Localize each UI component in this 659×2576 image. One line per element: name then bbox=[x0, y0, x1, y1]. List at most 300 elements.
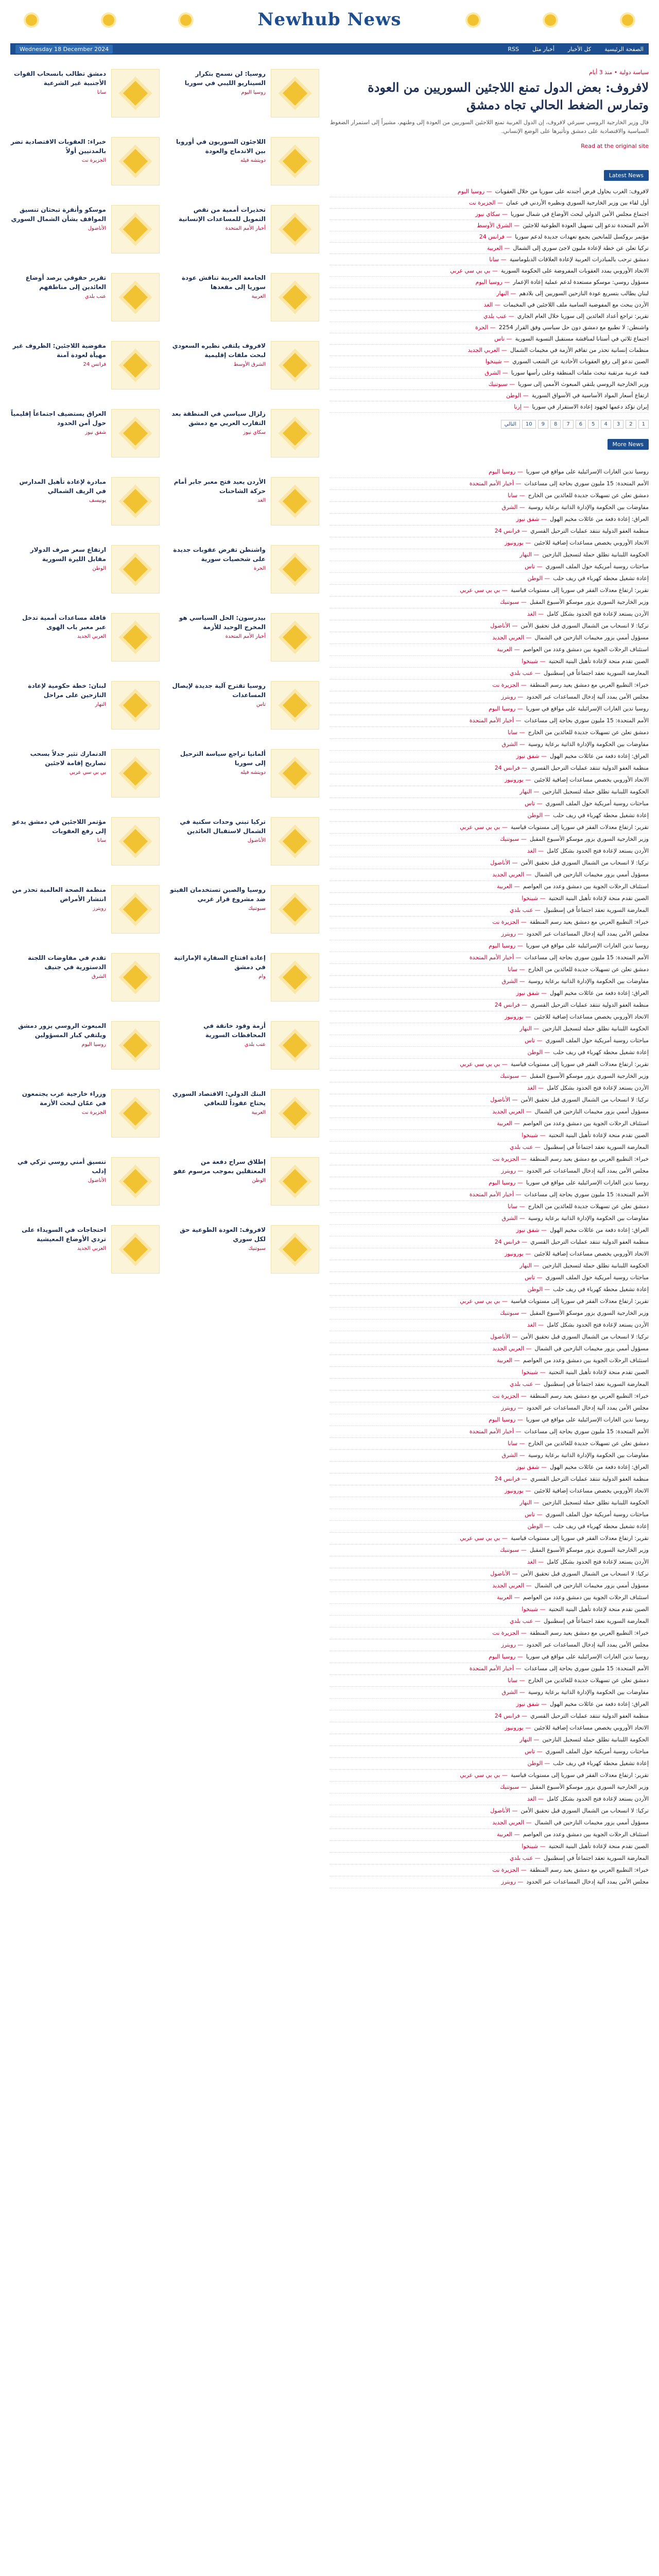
more-news-source[interactable]: — شفق نيوز bbox=[516, 990, 547, 996]
more-news-title[interactable]: دمشق تعلن عن تسهيلات جديدة للعائدين من الخارج bbox=[528, 729, 649, 736]
headline-title[interactable]: قمة عربية مرتقبة تبحث ملفات المنطقة وعلى رأسها سوريا bbox=[511, 369, 649, 376]
page-link[interactable]: التالي bbox=[501, 420, 520, 429]
more-news-title[interactable]: مفاوضات بين الحكومة والإدارة الذاتية برعاية روسية bbox=[528, 1452, 649, 1459]
more-news-title[interactable]: الصين تقدم منحة لإعادة تأهيل البنية التحتية bbox=[548, 658, 649, 665]
news-card[interactable] bbox=[170, 341, 319, 396]
headline-title[interactable]: تركيا تعلن عن خطة لإعادة مليون لاجئ سوري إلى الشمال bbox=[513, 245, 649, 251]
more-news-title[interactable]: مباحثات روسية أمريكية حول الملف السوري bbox=[545, 1748, 649, 1755]
more-news-title[interactable]: خبراء: التطبيع العربي مع دمشق يعيد رسم المنطقة bbox=[529, 1156, 649, 1162]
more-news-item[interactable] bbox=[330, 1782, 649, 1793]
more-news-source[interactable]: — الوطن bbox=[527, 1523, 550, 1530]
news-card-title[interactable]: منظمة الصحة العالمية تحذر من انتشار الأمراض bbox=[12, 886, 106, 903]
more-news-source[interactable]: — رويترز bbox=[501, 693, 524, 700]
more-news-source[interactable]: — الشرق bbox=[501, 1689, 525, 1696]
more-news-source[interactable]: — فرانس 24 bbox=[494, 765, 528, 771]
more-news-item[interactable] bbox=[330, 1047, 649, 1059]
news-card-title[interactable]: لبنان: خطة حكومية لإعادة النازحين على مراحل bbox=[28, 682, 106, 699]
news-card[interactable] bbox=[170, 69, 319, 124]
headline-source[interactable]: — روسيا اليوم bbox=[457, 188, 492, 195]
more-news-item[interactable] bbox=[330, 1391, 649, 1402]
more-news-source[interactable]: — يورونيوز bbox=[505, 1724, 531, 1731]
more-news-item[interactable] bbox=[330, 656, 649, 668]
more-news-item[interactable] bbox=[330, 1853, 649, 1865]
news-card-source[interactable]: فرانس 24 bbox=[83, 362, 106, 367]
news-card-title[interactable]: ارتفاع سعر صرف الدولار مقابل الليرة السورية bbox=[30, 546, 106, 563]
more-news-title[interactable]: العراق: إعادة دفعة من عائلات مخيم الهول bbox=[549, 516, 649, 522]
more-news-source[interactable]: — روسيا اليوم bbox=[489, 1179, 523, 1186]
news-card-source[interactable]: الجزيرة نت bbox=[81, 158, 106, 163]
news-card-title[interactable]: لافروف: العودة الطوعية حق لكل سوري bbox=[180, 1226, 266, 1243]
more-news-title[interactable]: منظمة العفو الدولية تنتقد عمليات الترحيل القسري bbox=[530, 1239, 649, 1245]
page-link[interactable]: 6 bbox=[576, 420, 586, 429]
more-news-source[interactable]: — العربية bbox=[497, 883, 520, 890]
more-news-source[interactable]: — روسيا اليوم bbox=[489, 468, 523, 475]
more-news-source[interactable]: — يورونيوز bbox=[505, 1487, 531, 1494]
more-news-item[interactable] bbox=[330, 1035, 649, 1047]
news-card[interactable] bbox=[170, 953, 319, 1008]
news-card-title[interactable]: البنك الدولي: الاقتصاد السوري يحتاج عقوداً للتعافي bbox=[172, 1090, 266, 1107]
news-card-source[interactable]: الشرق bbox=[91, 974, 106, 979]
more-news-source[interactable]: — الغد bbox=[527, 1795, 544, 1802]
more-news-title[interactable]: تركيا: لا انسحاب من الشمال السوري قبل تحقيق الأمن bbox=[521, 1570, 649, 1577]
more-news-item[interactable] bbox=[330, 869, 649, 881]
more-news-item[interactable] bbox=[330, 490, 649, 502]
more-news-source[interactable]: — سانا bbox=[508, 1677, 525, 1684]
more-news-source[interactable]: — الوطن bbox=[527, 1760, 550, 1767]
more-news-source[interactable]: — الغد bbox=[527, 848, 544, 854]
news-card-title[interactable]: تنسيق أمني روسي تركي في إدلب bbox=[17, 1158, 106, 1175]
more-news-item[interactable] bbox=[330, 1130, 649, 1142]
more-news-source[interactable]: — العربي الجديد bbox=[492, 1345, 532, 1352]
more-news-title[interactable]: الأردن يستعد لإعادة فتح الحدود بشكل كامل bbox=[547, 848, 649, 854]
more-news-source[interactable]: — الشرق bbox=[501, 1215, 525, 1222]
headline-item[interactable] bbox=[330, 299, 649, 311]
headline-source[interactable]: — بي بي سي عربي bbox=[450, 267, 498, 274]
more-news-item[interactable] bbox=[330, 798, 649, 810]
news-card-source[interactable]: الوطن bbox=[92, 566, 106, 571]
headline-item[interactable] bbox=[330, 277, 649, 288]
news-card[interactable] bbox=[10, 477, 160, 532]
news-card-source[interactable]: النهار bbox=[95, 702, 106, 707]
news-card-source[interactable]: الحرة bbox=[253, 566, 266, 571]
news-card-source[interactable]: أخبار الأمم المتحدة bbox=[225, 226, 266, 231]
headline-item[interactable] bbox=[330, 231, 649, 243]
news-card[interactable] bbox=[170, 477, 319, 532]
news-card-title[interactable]: الأردن يعيد فتح معبر جابر أمام حركة الشاحنات bbox=[174, 478, 266, 495]
more-news-source[interactable]: — الأناضول bbox=[490, 1807, 518, 1814]
news-card-title[interactable]: موسكو وأنقرة تبحثان تنسيق المواقف بشأن الشمال السوري bbox=[11, 206, 106, 223]
more-news-source[interactable]: — الشرق bbox=[501, 1452, 525, 1459]
more-news-item[interactable] bbox=[330, 1059, 649, 1071]
news-card-title[interactable]: العراق يستضيف اجتماعاً إقليمياً حول أمن الحدود bbox=[11, 410, 106, 427]
more-news-source[interactable]: — الشرق bbox=[501, 504, 525, 511]
more-news-source[interactable]: — العربي الجديد bbox=[492, 1108, 532, 1115]
news-card-source[interactable]: العربي الجديد bbox=[77, 1246, 106, 1251]
headline-title[interactable]: ارتفاع أسعار المواد الأساسية في الأسواق السورية bbox=[531, 392, 649, 399]
more-news-source[interactable]: — الغد bbox=[527, 1558, 544, 1565]
news-card-source[interactable]: العربي الجديد bbox=[77, 634, 106, 639]
more-news-title[interactable]: روسيا تدين الغارات الإسرائيلية على مواقع في سوريا bbox=[526, 1416, 649, 1423]
more-news-title[interactable]: مسؤول أممي يزور مخيمات النازحين في الشمال bbox=[534, 634, 649, 641]
more-news-source[interactable]: — سانا bbox=[508, 1203, 525, 1210]
more-news-title[interactable]: الصين تقدم منحة لإعادة تأهيل البنية التحتية bbox=[548, 895, 649, 902]
more-news-item[interactable] bbox=[330, 561, 649, 573]
news-thumbnail[interactable] bbox=[271, 953, 319, 1002]
more-news-title[interactable]: روسيا تدين الغارات الإسرائيلية على مواقع في سوريا bbox=[526, 1653, 649, 1660]
more-news-item[interactable] bbox=[330, 1545, 649, 1556]
news-card[interactable] bbox=[170, 613, 319, 668]
headline-item[interactable] bbox=[330, 254, 649, 265]
headline-item[interactable] bbox=[330, 345, 649, 356]
more-news-title[interactable]: الاتحاد الأوروبي يخصص مساعدات إضافية للاجئين bbox=[534, 1724, 649, 1731]
more-news-item[interactable] bbox=[330, 1248, 649, 1260]
more-news-title[interactable]: وزير الخارجية السوري يزور موسكو الأسبوع المقبل bbox=[529, 1547, 649, 1553]
more-news-source[interactable]: — شينخوا bbox=[522, 1132, 546, 1139]
news-card-title[interactable]: خبراء: العقوبات الاقتصادية تضر بالمدنيين أولاً bbox=[10, 138, 106, 155]
news-card[interactable] bbox=[170, 1089, 319, 1144]
headline-item[interactable] bbox=[330, 379, 649, 390]
more-news-item[interactable] bbox=[330, 905, 649, 917]
more-news-item[interactable] bbox=[330, 1402, 649, 1414]
news-card-source[interactable]: سانا bbox=[97, 90, 106, 95]
news-card-title[interactable]: تركيا تبني وحدات سكنية في الشمال لاستقبال العائدين bbox=[180, 818, 266, 835]
more-news-title[interactable]: خبراء: التطبيع العربي مع دمشق يعيد رسم المنطقة bbox=[529, 1393, 649, 1399]
more-news-item[interactable] bbox=[330, 502, 649, 514]
news-card[interactable] bbox=[10, 205, 160, 260]
news-card-source[interactable]: الأناضول bbox=[88, 1178, 106, 1183]
news-card[interactable] bbox=[10, 273, 160, 328]
more-news-source[interactable]: — النهار bbox=[519, 788, 540, 795]
headline-item[interactable] bbox=[330, 209, 649, 220]
news-thumbnail[interactable] bbox=[111, 1157, 160, 1206]
headline-title[interactable]: اجتماع ثلاثي في أستانا لمناقشة مستقبل التسوية السورية bbox=[515, 335, 649, 342]
more-news-source[interactable]: — الجزيرة نت bbox=[492, 682, 527, 688]
more-news-item[interactable] bbox=[330, 478, 649, 490]
more-news-item[interactable] bbox=[330, 976, 649, 988]
more-news-title[interactable]: خبراء: التطبيع العربي مع دمشق يعيد رسم المنطقة bbox=[529, 1630, 649, 1636]
more-news-source[interactable]: — النهار bbox=[519, 551, 540, 558]
more-news-source[interactable]: — الغد bbox=[527, 1084, 544, 1091]
news-thumbnail[interactable] bbox=[271, 1021, 319, 1070]
headline-source[interactable]: — الشرق bbox=[484, 369, 508, 376]
more-news-item[interactable] bbox=[330, 1355, 649, 1367]
more-news-source[interactable]: — العربية bbox=[497, 646, 520, 653]
headline-title[interactable]: الاتحاد الأوروبي يمدد العقوبات المفروضة على الحكومة السورية bbox=[500, 267, 649, 274]
more-news-source[interactable]: — أخبار الأمم المتحدة bbox=[469, 954, 522, 961]
more-news-source[interactable]: — يورونيوز bbox=[505, 539, 531, 546]
news-card-title[interactable]: أزمة وقود خانقة في المحافظات السورية bbox=[203, 1022, 266, 1039]
more-news-item[interactable] bbox=[330, 526, 649, 537]
more-news-title[interactable]: روسيا تدين الغارات الإسرائيلية على مواقع في سوريا bbox=[526, 1179, 649, 1186]
news-card-title[interactable]: الدنمارك تثير جدلاً بسحب تصاريح إقامة لاجئين bbox=[30, 750, 106, 767]
news-thumbnail[interactable] bbox=[271, 69, 319, 117]
news-card[interactable] bbox=[10, 885, 160, 940]
more-news-source[interactable]: — العربي الجديد bbox=[492, 1582, 532, 1589]
news-thumbnail[interactable] bbox=[111, 409, 160, 457]
more-news-source[interactable]: — سبوتنيك bbox=[500, 836, 527, 842]
news-card[interactable] bbox=[10, 1021, 160, 1076]
more-news-item[interactable] bbox=[330, 940, 649, 952]
more-news-title[interactable]: تقرير: ارتفاع معدلات الفقر في سوريا إلى مستويات قياسية bbox=[510, 1298, 649, 1304]
more-news-item[interactable] bbox=[330, 1165, 649, 1177]
more-news-item[interactable] bbox=[330, 1675, 649, 1687]
headline-title[interactable]: اجتماع مجلس الأمن الدولي لبحث الأوضاع في شمال سوريا bbox=[510, 211, 649, 217]
news-card-title[interactable]: مؤتمر اللاجئين في دمشق يدعو إلى رفع العقوبات bbox=[12, 818, 106, 835]
news-card[interactable] bbox=[170, 545, 319, 600]
more-news-item[interactable] bbox=[330, 1094, 649, 1106]
more-news-item[interactable] bbox=[330, 1296, 649, 1308]
news-thumbnail[interactable] bbox=[271, 885, 319, 934]
headline-source[interactable]: — روسيا اليوم bbox=[475, 279, 510, 285]
news-card-title[interactable]: دمشق تطالب بانسحاب القوات الأجنبية غير الشرعية bbox=[14, 70, 106, 87]
site-logo[interactable]: Newhub News bbox=[257, 9, 402, 30]
more-news-item[interactable] bbox=[330, 1225, 649, 1236]
breadcrumb[interactable]: سياسة دولية • منذ 3 أيام bbox=[588, 69, 649, 76]
more-news-source[interactable]: — تاس bbox=[525, 1748, 543, 1755]
headline-item[interactable] bbox=[330, 367, 649, 379]
more-news-source[interactable]: — فرانس 24 bbox=[494, 528, 528, 534]
more-news-title[interactable]: خبراء: التطبيع العربي مع دمشق يعيد رسم المنطقة bbox=[529, 1867, 649, 1873]
news-thumbnail[interactable] bbox=[111, 681, 160, 730]
more-news-item[interactable] bbox=[330, 1189, 649, 1201]
more-news-title[interactable]: إعادة تشغيل محطة كهرباء في ريف حلب bbox=[553, 1760, 649, 1767]
headline-item[interactable] bbox=[330, 220, 649, 231]
more-news-source[interactable]: — سبوتنيك bbox=[500, 599, 527, 605]
more-news-title[interactable]: استئناف الرحلات الجوية بين دمشق وعدد من العواصم bbox=[523, 646, 649, 653]
more-news-item[interactable] bbox=[330, 573, 649, 585]
news-card[interactable] bbox=[170, 885, 319, 940]
headline-title[interactable]: وزير الخارجية الروسي يلتقي المبعوث الأممي إلى سوريا bbox=[518, 381, 649, 387]
more-news-item[interactable] bbox=[330, 514, 649, 526]
more-news-source[interactable]: — العربي الجديد bbox=[492, 634, 532, 641]
news-thumbnail[interactable] bbox=[271, 477, 319, 526]
headline-source[interactable]: — الجزيرة نت bbox=[469, 199, 504, 206]
more-news-source[interactable]: — الوطن bbox=[527, 1286, 550, 1293]
nav-item-all-news[interactable]: كل الأخبار bbox=[567, 45, 592, 53]
more-news-item[interactable] bbox=[330, 1118, 649, 1130]
more-news-item[interactable] bbox=[330, 466, 649, 478]
more-news-item[interactable] bbox=[330, 1236, 649, 1248]
more-news-title[interactable]: تركيا: لا انسحاب من الشمال السوري قبل تحقيق الأمن bbox=[521, 622, 649, 629]
more-news-item[interactable] bbox=[330, 1343, 649, 1355]
more-news-source[interactable]: — الغد bbox=[527, 611, 544, 617]
news-thumbnail[interactable] bbox=[271, 137, 319, 185]
news-card-title[interactable]: تحذيرات أممية من نقص التمويل للمساعدات الإنسانية bbox=[178, 206, 266, 223]
page-link[interactable]: 5 bbox=[588, 420, 598, 429]
more-news-item[interactable] bbox=[330, 1746, 649, 1758]
news-card-source[interactable]: شفق نيوز bbox=[85, 430, 106, 435]
more-news-source[interactable]: — بي بي سي عربي bbox=[460, 587, 508, 594]
more-news-item[interactable] bbox=[330, 1438, 649, 1450]
news-thumbnail[interactable] bbox=[111, 205, 160, 253]
more-news-source[interactable]: — تاس bbox=[525, 1511, 543, 1518]
more-news-item[interactable] bbox=[330, 964, 649, 976]
headline-title[interactable]: واشنطن: لا تطبيع مع دمشق دون حل سياسي وفق القرار 2254 bbox=[498, 324, 649, 331]
more-news-item[interactable] bbox=[330, 881, 649, 893]
more-news-title[interactable]: مسؤول أممي يزور مخيمات النازحين في الشمال bbox=[534, 1819, 649, 1826]
more-news-item[interactable] bbox=[330, 1485, 649, 1497]
more-news-title[interactable]: منظمة العفو الدولية تنتقد عمليات الترحيل القسري bbox=[530, 1002, 649, 1008]
more-news-item[interactable] bbox=[330, 727, 649, 739]
more-news-title[interactable]: تركيا: لا انسحاب من الشمال السوري قبل تحقيق الأمن bbox=[521, 859, 649, 866]
more-news-item[interactable] bbox=[330, 1604, 649, 1616]
more-news-item[interactable] bbox=[330, 1568, 649, 1580]
more-news-source[interactable]: — سانا bbox=[508, 492, 525, 499]
more-news-source[interactable]: — سبوتنيك bbox=[500, 1310, 527, 1316]
news-card-title[interactable]: روسيا والصين تستخدمان الفيتو ضد مشروع قرار غربي bbox=[170, 886, 266, 903]
more-news-source[interactable]: — يورونيوز bbox=[505, 776, 531, 783]
more-news-source[interactable]: — روسيا اليوم bbox=[489, 942, 523, 949]
more-news-source[interactable]: — العربية bbox=[497, 1357, 520, 1364]
headline-source[interactable]: — سبوتنيك bbox=[488, 381, 515, 387]
more-news-source[interactable]: — سبوتنيك bbox=[500, 1547, 527, 1553]
more-news-title[interactable]: استئناف الرحلات الجوية بين دمشق وعدد من العواصم bbox=[523, 1831, 649, 1838]
news-thumbnail[interactable] bbox=[271, 545, 319, 594]
more-news-title[interactable]: مجلس الأمن يمدد آلية إدخال المساعدات عبر الحدود bbox=[526, 1167, 649, 1174]
more-news-source[interactable]: — عنب بلدي bbox=[510, 1618, 541, 1624]
more-news-source[interactable]: — روسيا اليوم bbox=[489, 705, 523, 712]
more-news-title[interactable]: الأمم المتحدة: 15 مليون سوري بحاجة إلى مساعدات bbox=[524, 954, 649, 961]
headline-title[interactable]: مسؤول روسي: موسكو مستعدة لدعم عملية إعادة الإعمار bbox=[513, 279, 649, 285]
more-news-item[interactable] bbox=[330, 1699, 649, 1710]
more-news-item[interactable] bbox=[330, 928, 649, 940]
more-news-title[interactable]: المعارضة السورية تعقد اجتماعاً في إسطنبول bbox=[543, 1618, 649, 1624]
news-thumbnail[interactable] bbox=[111, 613, 160, 662]
news-thumbnail[interactable] bbox=[111, 273, 160, 321]
more-news-title[interactable]: الحكومة اللبنانية تطلق حملة لتسجيل النازحين bbox=[542, 551, 649, 558]
news-card[interactable] bbox=[10, 1089, 160, 1144]
news-card-source[interactable]: دويتشه فيله bbox=[240, 158, 266, 163]
news-card[interactable] bbox=[10, 613, 160, 668]
more-news-source[interactable]: — روسيا اليوم bbox=[489, 1653, 523, 1660]
headline-source[interactable]: — فرانس 24 bbox=[479, 233, 512, 240]
more-news-title[interactable]: مجلس الأمن يمدد آلية إدخال المساعدات عبر الحدود bbox=[526, 1878, 649, 1885]
news-card-title[interactable]: إعادة افتتاح السفارة الإماراتية في دمشق bbox=[174, 954, 266, 971]
headline-source[interactable]: — العربية bbox=[487, 245, 510, 251]
more-news-title[interactable]: المعارضة السورية تعقد اجتماعاً في إسطنبول bbox=[543, 1144, 649, 1150]
news-card[interactable] bbox=[10, 953, 160, 1008]
more-news-source[interactable]: — شينخوا bbox=[522, 658, 546, 665]
news-card[interactable] bbox=[170, 817, 319, 872]
more-news-title[interactable]: دمشق تعلن عن تسهيلات جديدة للعائدين من الخارج bbox=[528, 966, 649, 973]
more-news-source[interactable]: — بي بي سي عربي bbox=[460, 1061, 508, 1067]
more-news-item[interactable] bbox=[330, 1011, 649, 1023]
news-card-source[interactable]: العربية bbox=[251, 294, 266, 299]
more-news-title[interactable]: مجلس الأمن يمدد آلية إدخال المساعدات عبر الحدود bbox=[526, 1641, 649, 1648]
more-news-source[interactable]: — بي بي سي عربي bbox=[460, 1535, 508, 1541]
news-card-source[interactable]: سبوتنيك bbox=[248, 906, 266, 911]
more-news-source[interactable]: — عنب بلدي bbox=[510, 1381, 541, 1387]
more-news-title[interactable]: الأردن يستعد لإعادة فتح الحدود بشكل كامل bbox=[547, 1795, 649, 1802]
headline-item[interactable] bbox=[330, 390, 649, 401]
more-news-source[interactable]: — الأناضول bbox=[490, 1333, 518, 1340]
more-news-title[interactable]: الصين تقدم منحة لإعادة تأهيل البنية التحتية bbox=[548, 1606, 649, 1613]
more-news-item[interactable] bbox=[330, 585, 649, 597]
news-card-source[interactable]: العربية bbox=[251, 1110, 266, 1115]
news-card-source[interactable]: دويتشه فيله bbox=[240, 770, 266, 775]
more-news-source[interactable]: — يورونيوز bbox=[505, 1250, 531, 1257]
news-thumbnail[interactable] bbox=[111, 749, 160, 798]
more-news-item[interactable] bbox=[330, 786, 649, 798]
more-news-source[interactable]: — فرانس 24 bbox=[494, 1713, 528, 1719]
more-news-source[interactable]: — الأناضول bbox=[490, 622, 518, 629]
news-thumbnail[interactable] bbox=[111, 69, 160, 117]
more-news-title[interactable]: مفاوضات بين الحكومة والإدارة الذاتية برعاية روسية bbox=[528, 978, 649, 985]
more-news-title[interactable]: إعادة تشغيل محطة كهرباء في ريف حلب bbox=[553, 812, 649, 819]
more-news-item[interactable] bbox=[330, 893, 649, 905]
more-news-title[interactable]: وزير الخارجية السوري يزور موسكو الأسبوع المقبل bbox=[529, 599, 649, 605]
more-news-item[interactable] bbox=[330, 1142, 649, 1154]
news-card[interactable] bbox=[170, 1225, 319, 1280]
news-card-title[interactable]: مفوضية اللاجئين: الظروف غير مهيأة لعودة آمنة bbox=[12, 342, 106, 359]
news-card[interactable] bbox=[10, 69, 160, 124]
news-card-source[interactable]: الأناضول bbox=[88, 226, 106, 231]
headline-item[interactable] bbox=[330, 197, 649, 209]
news-card-title[interactable]: احتجاجات في السويداء على تردي الأوضاع المعيشية bbox=[22, 1226, 106, 1243]
more-news-title[interactable]: الصين تقدم منحة لإعادة تأهيل البنية التحتية bbox=[548, 1843, 649, 1850]
more-news-item[interactable] bbox=[330, 1876, 649, 1888]
more-news-source[interactable]: — تاس bbox=[525, 563, 543, 570]
more-news-item[interactable] bbox=[330, 1580, 649, 1592]
more-news-title[interactable]: إعادة تشغيل محطة كهرباء في ريف حلب bbox=[553, 1523, 649, 1530]
more-news-item[interactable] bbox=[330, 1272, 649, 1284]
more-news-title[interactable]: دمشق تعلن عن تسهيلات جديدة للعائدين من الخارج bbox=[528, 1203, 649, 1210]
news-card-source[interactable]: تاس bbox=[256, 702, 266, 707]
news-card[interactable] bbox=[170, 409, 319, 464]
more-news-title[interactable]: مفاوضات بين الحكومة والإدارة الذاتية برعاية روسية bbox=[528, 1689, 649, 1696]
more-news-item[interactable] bbox=[330, 1509, 649, 1521]
more-news-title[interactable]: الحكومة اللبنانية تطلق حملة لتسجيل النازحين bbox=[542, 1025, 649, 1032]
more-news-source[interactable]: — العربية bbox=[497, 1594, 520, 1601]
more-news-item[interactable] bbox=[330, 644, 649, 656]
more-news-title[interactable]: وزير الخارجية السوري يزور موسكو الأسبوع المقبل bbox=[529, 1784, 649, 1790]
more-news-title[interactable]: الاتحاد الأوروبي يخصص مساعدات إضافية للاجئين bbox=[534, 1487, 649, 1494]
more-news-source[interactable]: — النهار bbox=[519, 1499, 540, 1506]
more-news-item[interactable] bbox=[330, 1722, 649, 1734]
more-news-source[interactable]: — شفق نيوز bbox=[516, 1701, 547, 1707]
more-news-title[interactable]: تقرير: ارتفاع معدلات الفقر في سوريا إلى مستويات قياسية bbox=[510, 1772, 649, 1778]
news-card-source[interactable]: روسيا اليوم bbox=[81, 1042, 106, 1047]
more-news-item[interactable] bbox=[330, 1473, 649, 1485]
news-card[interactable] bbox=[10, 137, 160, 192]
news-card-title[interactable]: تقرير حقوقي يرصد أوضاع العائدين إلى مناطقهم bbox=[25, 274, 106, 291]
more-news-source[interactable]: — فرانس 24 bbox=[494, 1476, 528, 1482]
more-news-title[interactable]: منظمة العفو الدولية تنتقد عمليات الترحيل القسري bbox=[530, 1476, 649, 1482]
more-news-title[interactable]: روسيا تدين الغارات الإسرائيلية على مواقع في سوريا bbox=[526, 942, 649, 949]
more-news-item[interactable] bbox=[330, 1284, 649, 1296]
more-news-source[interactable]: — الجزيرة نت bbox=[492, 1630, 527, 1636]
headline-source[interactable]: — سانا bbox=[489, 256, 507, 263]
more-news-source[interactable]: — روسيا اليوم bbox=[489, 1416, 523, 1423]
news-card-title[interactable]: ألمانيا تراجع سياسة الترحيل إلى سوريا bbox=[180, 750, 266, 767]
more-news-title[interactable]: مباحثات روسية أمريكية حول الملف السوري bbox=[545, 800, 649, 807]
more-news-item[interactable] bbox=[330, 1793, 649, 1805]
more-news-item[interactable] bbox=[330, 1154, 649, 1165]
more-news-title[interactable]: الأمم المتحدة: 15 مليون سوري بحاجة إلى مساعدات bbox=[524, 1191, 649, 1198]
more-news-item[interactable] bbox=[330, 632, 649, 644]
news-card[interactable] bbox=[10, 341, 160, 396]
headline-source[interactable]: — العربي الجديد bbox=[467, 347, 507, 353]
news-thumbnail[interactable] bbox=[271, 817, 319, 866]
headline-title[interactable]: الصين تدعو إلى رفع العقوبات الأحادية عن الشعب السوري bbox=[512, 358, 649, 365]
more-news-item[interactable] bbox=[330, 1260, 649, 1272]
more-news-item[interactable] bbox=[330, 1213, 649, 1225]
more-news-item[interactable] bbox=[330, 1651, 649, 1663]
news-card-source[interactable]: وام bbox=[258, 974, 266, 979]
news-card[interactable] bbox=[10, 409, 160, 464]
more-news-title[interactable]: العراق: إعادة دفعة من عائلات مخيم الهول bbox=[549, 1701, 649, 1707]
more-news-title[interactable]: المعارضة السورية تعقد اجتماعاً في إسطنبول bbox=[543, 670, 649, 676]
